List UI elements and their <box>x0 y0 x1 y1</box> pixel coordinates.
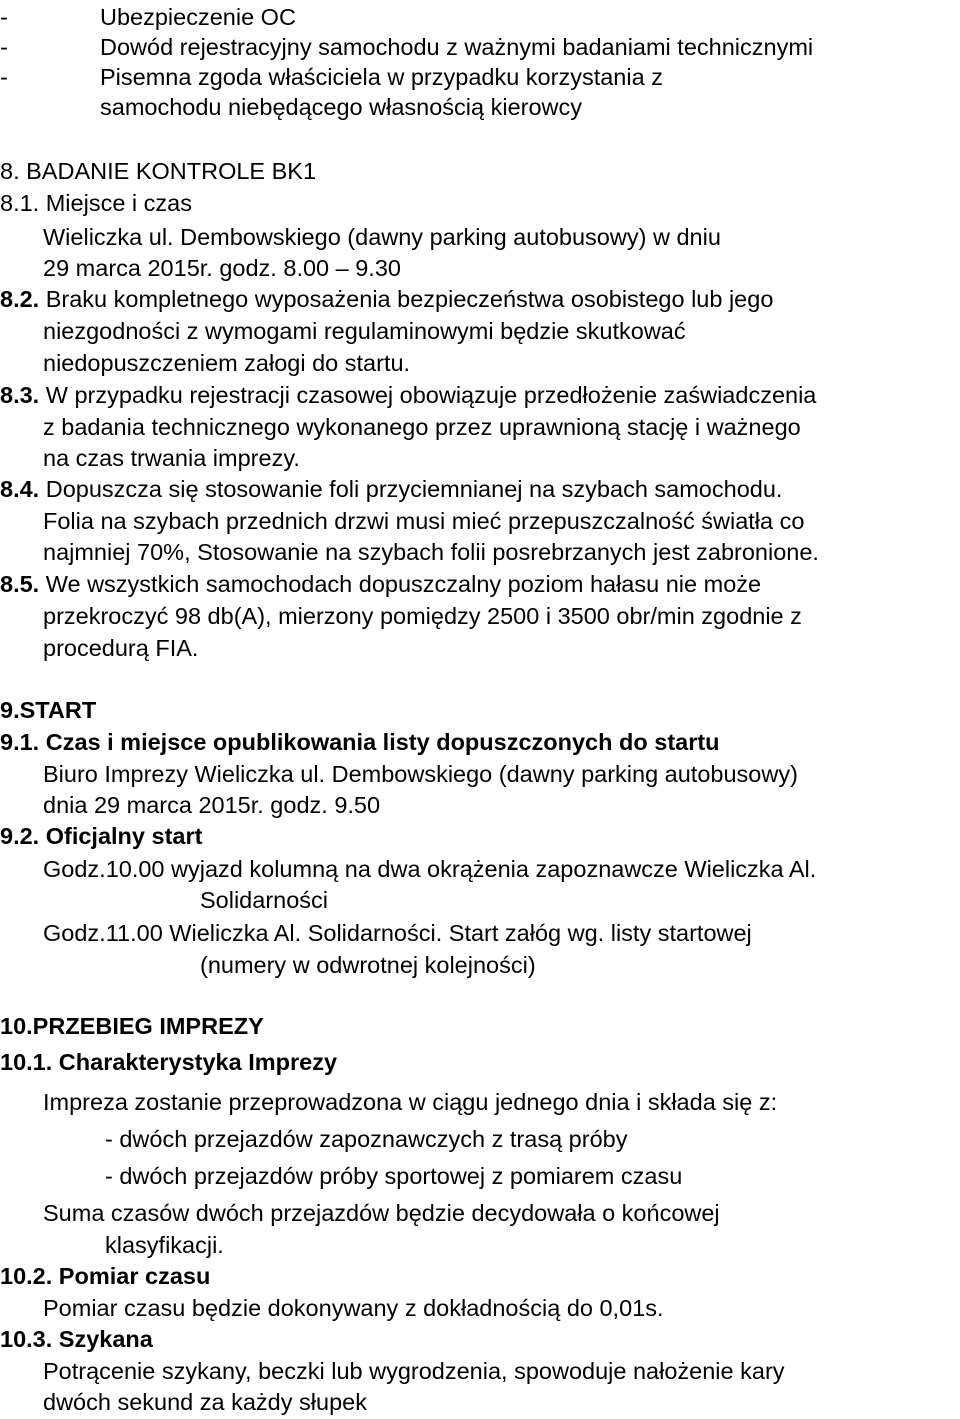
paragraph-line: Pomiar czasu będzie dokonywany z dokładnością do 0,01s. <box>43 1295 664 1321</box>
paragraph-line: na czas trwania imprezy. <box>43 445 300 471</box>
paragraph-line: 29 marca 2015r. godz. 8.00 – 9.30 <box>43 255 401 281</box>
paragraph-line: przekroczyć 98 db(A), mierzony pomiędzy 2500 i 3500 obr/min zgodnie z <box>43 603 802 629</box>
section-9-heading: 9.START <box>0 697 97 723</box>
section-10-1-heading: 10.1. Charakterystyka Imprezy <box>0 1049 338 1075</box>
paragraph-text: We wszystkich samochodach dopuszczalny poziom hałasu nie może <box>45 571 762 597</box>
paragraph-line: Solidarności <box>200 887 329 913</box>
paragraph-text: W przypadku rejestracji czasowej obowiązuje przedłożenie zaświadczenia <box>45 382 817 408</box>
section-number: 8.1. <box>0 190 40 216</box>
paragraph-line: procedurą FIA. <box>43 635 199 661</box>
section-9-1-heading: 9.1. Czas i miejsce opublikowania listy dopuszczonych do startu <box>0 729 720 755</box>
section-8-3-line <box>0 380 816 410</box>
section-8-4-line <box>0 474 782 504</box>
section-8-2-line <box>0 284 773 314</box>
section-8-1-heading <box>0 188 192 218</box>
section-number: 8.5. <box>0 571 40 597</box>
section-title: Miejsce i czas <box>45 190 192 216</box>
paragraph-line: Suma czasów dwóch przejazdów będzie decydowała o końcowej <box>43 1200 720 1226</box>
section-number: 8.3. <box>0 382 40 408</box>
paragraph-line: Impreza zostanie przeprowadzona w ciągu jednego dnia i składa się z: <box>43 1089 778 1115</box>
paragraph-text: Dopuszcza się stosowanie foli przyciemnianej na szybach samochodu. <box>45 476 783 502</box>
paragraph-line: Folia na szybach przednich drzwi musi mieć przepuszczalność światła co <box>43 508 805 534</box>
list-item-text: Pisemna zgoda właściciela w przypadku korzystania z <box>100 64 663 90</box>
section-10-2-heading: 10.2. Pomiar czasu <box>0 1263 211 1289</box>
paragraph-line: Wieliczka ul. Dembowskiego (dawny parking autobusowy) w dniu <box>43 224 721 250</box>
list-item <box>0 92 582 122</box>
section-8-heading: 8. BADANIE KONTROLE BK1 <box>0 158 317 184</box>
paragraph-line: z badania technicznego wykonanego przez uprawnioną stację i ważnego <box>43 414 801 440</box>
paragraph-line: Godz.11.00 Wieliczka Al. Solidarności. Start załóg wg. listy startowej <box>43 920 752 946</box>
list-item: - dwóch przejazdów zapoznawczych z trasą próby <box>105 1126 628 1152</box>
section-9-2-heading: 9.2. Oficjalny start <box>0 823 203 849</box>
section-10-heading: 10.PRZEBIEG IMPREZY <box>0 1013 264 1039</box>
paragraph-line: dnia 29 marca 2015r. godz. 9.50 <box>43 792 381 818</box>
section-number: 8.4. <box>0 476 40 502</box>
list-item: - Ubezpieczenie OC <box>0 4 296 30</box>
paragraph-text: Braku kompletnego wyposażenia bezpieczeństwa osobistego lub jego <box>45 286 774 312</box>
section-10-3-heading: 10.3. Szykana <box>0 1326 153 1352</box>
paragraph-line: (numery w odwrotnej kolejności) <box>200 952 536 978</box>
section-8-5-line <box>0 569 761 599</box>
paragraph-line: niezgodności z wymogami regulaminowymi będzie skutkować <box>43 318 686 344</box>
list-item: - Dowód rejestracyjny samochodu z ważnymi badaniami technicznymi <box>0 34 814 60</box>
paragraph-line: najmniej 70%, Stosowanie na szybach folii posrebrzanych jest zabronione. <box>43 539 819 565</box>
list-item: - Pisemna zgoda właściciela w przypadku korzystania z <box>0 64 663 90</box>
paragraph-line: dwóch sekund za każdy słupek <box>43 1389 367 1415</box>
list-item-text: Ubezpieczenie OC <box>100 4 296 30</box>
paragraph-line: Potrącenie szykany, beczki lub wygrodzenia, spowoduje nałożenie kary <box>43 1358 785 1384</box>
list-item-text: Dowód rejestracyjny samochodu z ważnymi badaniami technicznymi <box>100 34 814 60</box>
list-item-text: samochodu niebędącego własnością kierowcy <box>100 94 583 120</box>
list-item: - dwóch przejazdów próby sportowej z pomiarem czasu <box>105 1163 683 1189</box>
paragraph-line: Biuro Imprezy Wieliczka ul. Dembowskiego (dawny parking autobusowy) <box>43 761 798 787</box>
paragraph-line: Godz.10.00 wyjazd kolumną na dwa okrążenia zapoznawcze Wieliczka Al. <box>43 856 817 882</box>
paragraph-line: klasyfikacji. <box>105 1232 224 1258</box>
section-number: 8.2. <box>0 286 40 312</box>
paragraph-line: niedopuszczeniem załogi do startu. <box>43 350 411 376</box>
